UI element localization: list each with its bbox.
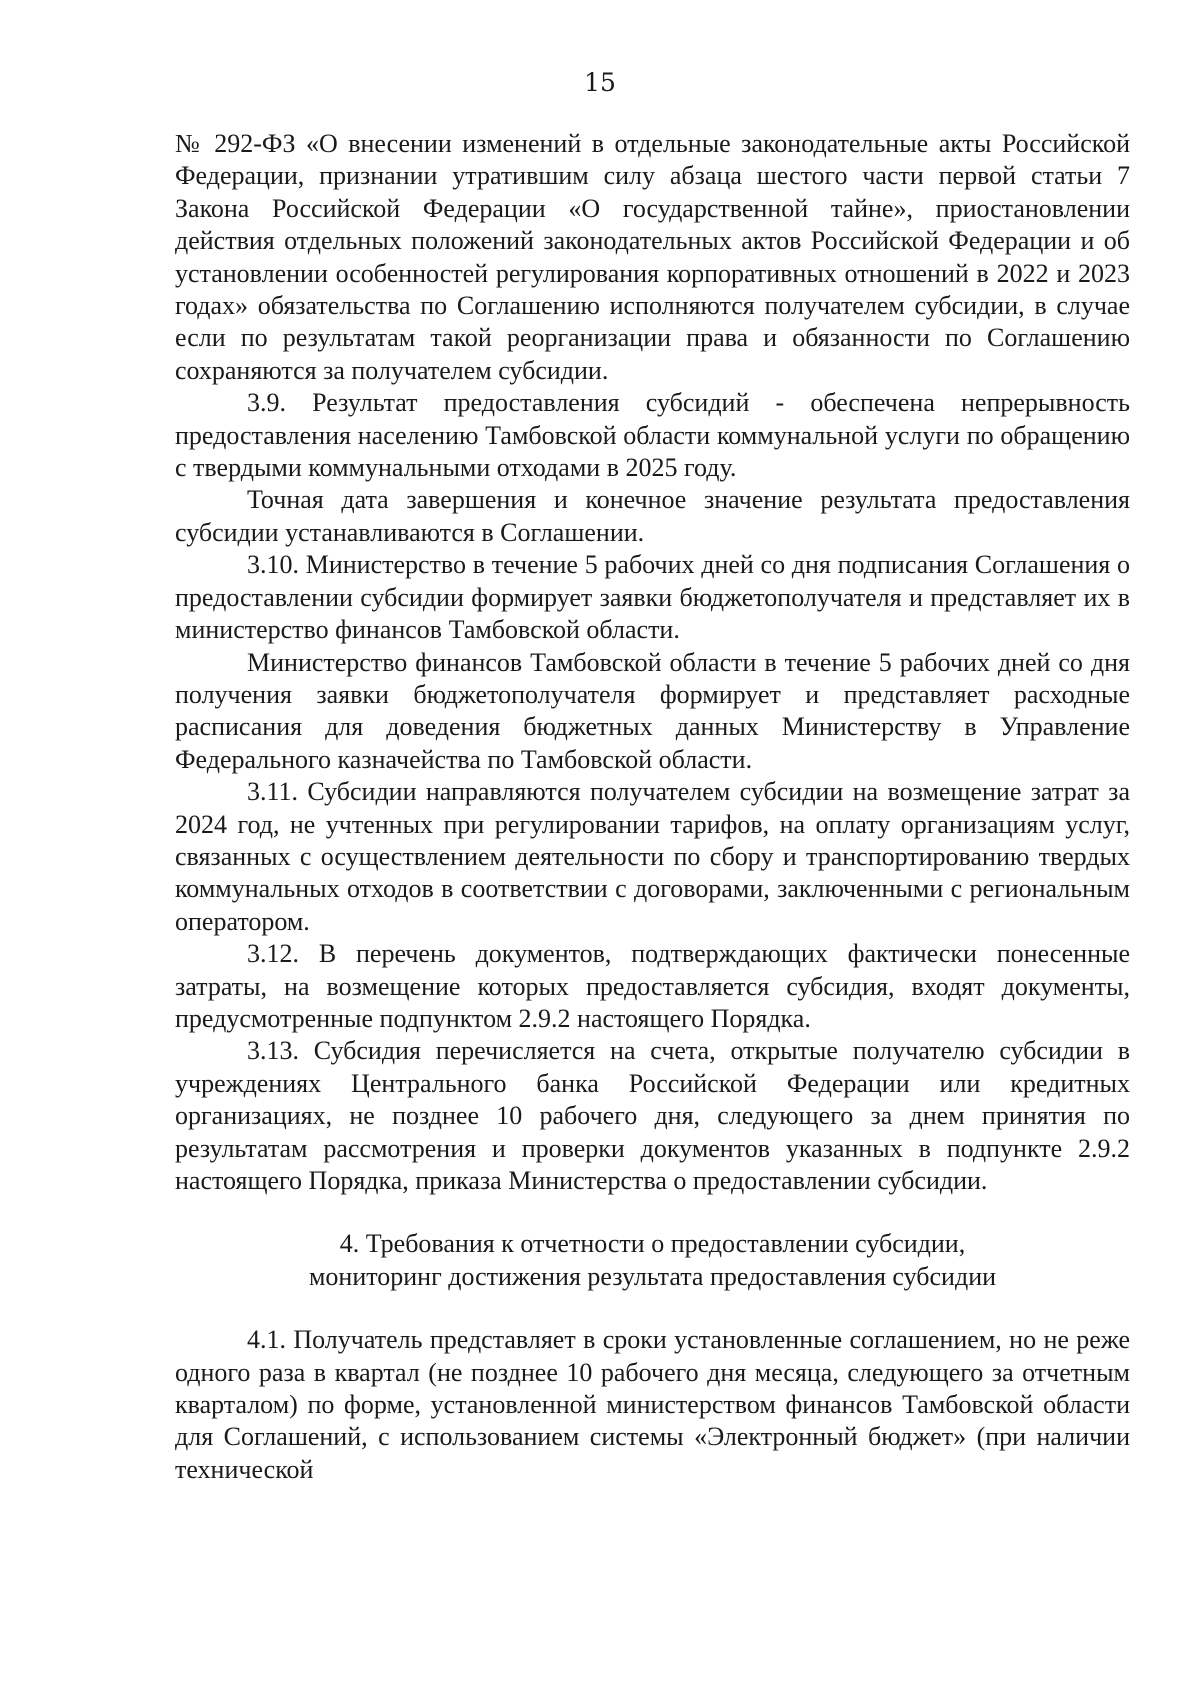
paragraph-result-date: Точная дата завершения и конечное значение результата предоставления субсидии устанавливаются в Соглашении.: [175, 485, 1130, 547]
paragraph-3-12: 3.12. В перечень документов, подтверждающих фактически понесенные затраты, на возмещение которых предоставляется субсидия, входят документы, предусмотренные подпунктом 2.9.2 настоящего Порядка.: [175, 939, 1130, 1033]
paragraph-continuation: № 292-ФЗ «О внесении изменений в отдельные законодательные акты Российской Федерации, признании утратившим силу абзаца шестого части первой статьи 7 Закона Российской Федерации «О государственной тайне», приостановлении действия отдельных положений законодательных актов Российской Федерации и об установлении особенностей регулирования корпоративных отношений в 2022 и 2023 годах» обязательства по Соглашению исполняются получателем субсидии, в случае если по результатам такой реорганизации права и обязанности по Соглашению сохраняются за получателем субсидии.: [175, 129, 1130, 385]
page-number: 15: [584, 68, 616, 97]
paragraph-3-11: 3.11. Субсидии направляются получателем субсидии на возмещение затрат за 2024 год, не учтенных при регулировании тарифов, на оплату организациям услуг, связанных с осуществлением деятельности по сбору и транспортированию твердых коммунальных отходов в соответствии с договорами, заключенными с региональным оператором.: [175, 777, 1130, 936]
section-heading-line-2: мониторинг достижения результата предоставления субсидии: [308, 1261, 997, 1291]
paragraph-3-13: 3.13. Субсидия перечисляется на счета, открытые получателю субсидии в учреждениях Центрального банка Российской Федерации или кредитных организациях, не позднее 10 рабочего дня, следующего за днем принятия по результатам рассмотрения и проверки документов указанных в подпункте 2.9.2 настоящего Порядка, приказа Министерства о предоставлении субсидии.: [175, 1036, 1130, 1195]
paragraph-3-10: 3.10. Министерство в течение 5 рабочих дней со дня подписания Соглашения о предоставлении субсидии формирует заявки бюджетополучателя и представляет их в министерство финансов Тамбовской области.: [175, 550, 1130, 645]
paragraph-finance-ministry: Министерство финансов Тамбовской области в течение 5 рабочих дней со дня получения заявки бюджетополучателя формирует и представляет расходные расписания для доведения бюджетных данных Министерству в Управление Федерального казначейства по Тамбовской области.: [175, 647, 1130, 774]
section-heading: [175, 1228, 1130, 1293]
paragraph-3-9: 3.9. Результат предоставления субсидий - обеспечена непрерывность предоставления населению Тамбовской области коммунальной услуги по обращению с твердыми коммунальными отходами в 2025 году.: [175, 388, 1130, 483]
document-body: [175, 128, 1130, 1486]
paragraph-4-1: 4.1. Получатель представляет в сроки установленные соглашением, но не реже одного раза в квартал (не позднее 10 рабочего дня месяца, следующего за отчетным кварталом) по форме, установленной министерством финансов Тамбовской области для Соглашений, с использованием системы «Электронный бюджет» (при наличии технической: [175, 1325, 1130, 1484]
section-heading-line-1: 4. Требования к отчетности о предоставлении субсидии,: [339, 1229, 966, 1259]
